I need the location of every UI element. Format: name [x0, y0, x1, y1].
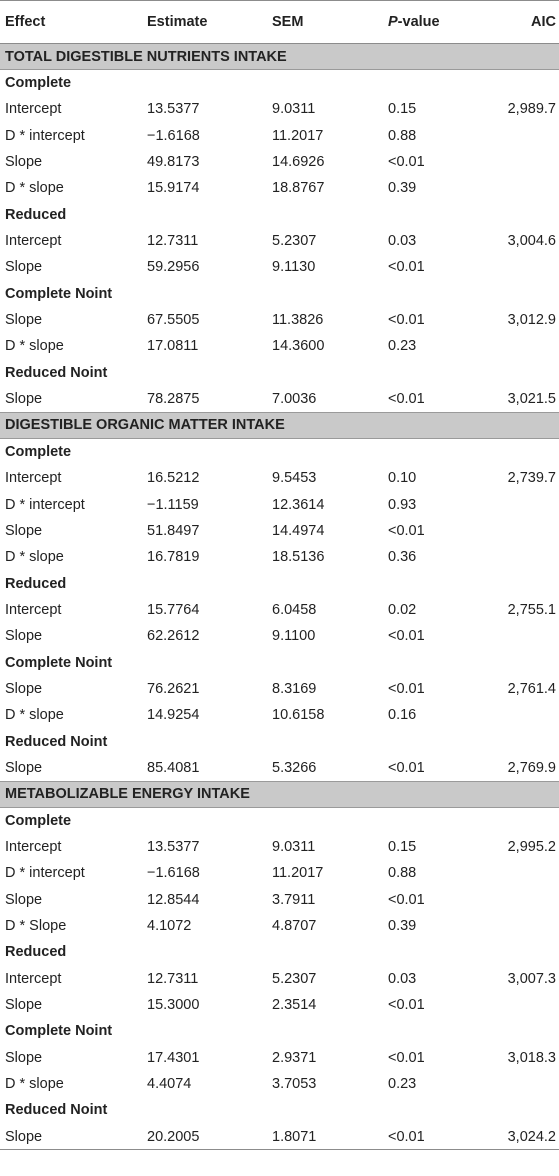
header-p-suffix: -value	[397, 14, 440, 30]
model-name: Complete Noint	[5, 285, 113, 302]
cell-aic: 3,012.9	[507, 312, 556, 329]
cell-sem: 11.2017	[272, 865, 324, 882]
table-row	[0, 1045, 559, 1071]
cell-aic	[498, 491, 559, 517]
table-row	[0, 386, 559, 412]
cell-aic	[498, 702, 559, 728]
cell-estimate: 17.4301	[147, 1049, 200, 1066]
cell-estimate: 14.9254	[147, 707, 200, 724]
cell-effect: Intercept	[5, 838, 62, 855]
cell-effect: D * intercept	[5, 496, 85, 513]
cell-p-value: <0.01	[388, 259, 425, 276]
cell-estimate: 15.7764	[147, 601, 200, 618]
cell-estimate: −1.1159	[147, 496, 199, 513]
cell-p-value: 0.88	[388, 127, 417, 144]
table-row	[0, 518, 559, 544]
table-row	[0, 913, 559, 939]
cell-estimate: 4.1072	[147, 918, 192, 935]
cell-estimate: 15.9174	[147, 180, 200, 197]
table-row	[0, 597, 559, 623]
cell-effect: D * intercept	[5, 865, 85, 882]
header-p-letter: P	[388, 14, 398, 30]
table-row	[0, 228, 559, 254]
cell-p-value: <0.01	[388, 1049, 425, 1066]
cell-estimate: −1.6168	[147, 127, 200, 144]
cell-p-value: 0.36	[388, 549, 417, 566]
cell-sem: 12.3614	[272, 496, 325, 513]
cell-effect: Slope	[5, 759, 43, 776]
header-p-value	[388, 1, 498, 44]
cell-aic	[498, 992, 559, 1018]
cell-p-value: <0.01	[388, 628, 425, 645]
cell-estimate: 4.4074	[147, 1076, 192, 1093]
cell-estimate: 20.2005	[147, 1124, 272, 1150]
cell-sem: 10.6158	[272, 707, 325, 724]
model-header-row	[0, 1018, 559, 1044]
model-header-row	[0, 728, 559, 754]
cell-p-value: <0.01	[388, 997, 425, 1014]
header-sem: SEM	[272, 1, 388, 44]
cell-p-value: <0.01	[388, 390, 425, 407]
cell-sem: 9.0311	[272, 101, 316, 118]
cell-aic: 2,739.7	[507, 470, 556, 487]
cell-effect: Intercept	[5, 470, 62, 487]
cell-aic: 2,769.9	[507, 759, 556, 776]
cell-aic	[498, 518, 559, 544]
cell-sem: 14.3600	[272, 338, 325, 355]
cell-aic	[498, 1071, 559, 1097]
cell-aic	[498, 913, 559, 939]
cell-sem: 4.8707	[272, 918, 317, 935]
cell-p-value: <0.01	[388, 522, 425, 539]
cell-aic	[498, 623, 559, 649]
table-row	[0, 307, 559, 333]
cell-sem: 6.0458	[272, 601, 317, 618]
header-estimate: Estimate	[147, 1, 272, 44]
cell-aic	[498, 254, 559, 280]
cell-p-value: 0.03	[388, 233, 417, 250]
model-name: Reduced	[5, 575, 67, 592]
cell-estimate: 76.2621	[147, 680, 200, 697]
table-row	[0, 887, 559, 913]
cell-effect: D * slope	[5, 1076, 64, 1093]
cell-sem: 5.3266	[272, 759, 317, 776]
header-aic: AIC	[498, 1, 559, 44]
cell-aic	[498, 544, 559, 570]
cell-aic: 3,004.6	[507, 233, 556, 250]
model-header-row	[0, 360, 559, 386]
cell-effect: D * slope	[5, 707, 64, 724]
table-body	[0, 44, 559, 1150]
cell-p-value: <0.01	[388, 154, 425, 171]
cell-aic: 2,761.4	[507, 680, 556, 697]
cell-sem: 5.2307	[272, 970, 317, 987]
table-row	[0, 123, 559, 149]
cell-effect: D * Slope	[5, 918, 67, 935]
cell-estimate: 13.5377	[147, 101, 200, 118]
cell-aic: 3,018.3	[507, 1049, 556, 1066]
model-name: Reduced	[5, 206, 67, 223]
model-name: Complete	[5, 444, 72, 461]
table-row	[0, 1071, 559, 1097]
cell-effect: Intercept	[5, 233, 62, 250]
cell-sem: 18.5136	[272, 549, 325, 566]
cell-estimate: 51.8497	[147, 522, 200, 539]
model-header-row	[0, 202, 559, 228]
model-header-row	[0, 1097, 559, 1123]
table-row	[0, 966, 559, 992]
cell-estimate: 16.7819	[147, 549, 200, 566]
cell-effect: Intercept	[5, 101, 62, 118]
cell-p-value: 0.15	[388, 838, 417, 855]
cell-effect: Slope	[5, 680, 43, 697]
table-row	[0, 544, 559, 570]
table-row	[0, 1124, 559, 1150]
cell-estimate: 85.4081	[147, 759, 200, 776]
cell-estimate: 12.7311	[147, 233, 199, 250]
table-row	[0, 755, 559, 781]
table-row	[0, 834, 559, 860]
model-header-row	[0, 807, 559, 833]
header-row	[0, 1, 559, 44]
cell-estimate: 59.2956	[147, 259, 200, 276]
cell-p-value: <0.01	[388, 312, 425, 329]
cell-estimate: 17.0811	[147, 338, 199, 355]
cell-effect: D * intercept	[5, 127, 85, 144]
cell-aic	[498, 860, 559, 886]
cell-sem: 5.2307	[272, 233, 317, 250]
cell-effect: Slope	[0, 1124, 147, 1150]
cell-effect: Slope	[5, 312, 43, 329]
cell-sem: 18.8767	[272, 180, 325, 197]
cell-sem: 3.7911	[272, 891, 316, 908]
cell-p-value: 0.23	[388, 1076, 417, 1093]
cell-sem: 8.3169	[272, 680, 317, 697]
model-name: Reduced Noint	[5, 733, 108, 750]
cell-sem: 3.7053	[272, 1076, 317, 1093]
model-header-row	[0, 649, 559, 675]
section-header-row	[0, 781, 559, 807]
cell-effect: D * slope	[5, 180, 64, 197]
cell-aic: 3,007.3	[507, 970, 556, 987]
cell-sem: 7.0036	[272, 390, 317, 407]
cell-aic: 3,021.5	[507, 390, 556, 407]
section-title: TOTAL DIGESTIBLE NUTRIENTS INTAKE	[0, 44, 559, 70]
table-row	[0, 491, 559, 517]
cell-aic: 2,995.2	[507, 838, 556, 855]
table-row	[0, 333, 559, 359]
cell-effect: Intercept	[5, 970, 62, 987]
table-row	[0, 860, 559, 886]
cell-p-value: 0.15	[388, 101, 417, 118]
cell-p-value: 0.02	[388, 601, 417, 618]
cell-sem: 9.5453	[272, 470, 317, 487]
cell-estimate: −1.6168	[147, 865, 200, 882]
cell-estimate: 15.3000	[147, 997, 200, 1014]
cell-effect: Slope	[5, 390, 43, 407]
cell-effect: Slope	[5, 1049, 43, 1066]
model-header-row	[0, 281, 559, 307]
cell-effect: Slope	[5, 522, 43, 539]
section-title: DIGESTIBLE ORGANIC MATTER INTAKE	[0, 412, 559, 438]
cell-aic	[498, 887, 559, 913]
cell-p-value: 0.88	[388, 865, 417, 882]
table-row	[0, 992, 559, 1018]
section-header-row	[0, 44, 559, 70]
model-name: Reduced	[5, 944, 67, 961]
cell-estimate: 49.8173	[147, 154, 200, 171]
cell-sem: 2.9371	[272, 1049, 317, 1066]
table-row	[0, 702, 559, 728]
table-row	[0, 96, 559, 122]
model-name: Reduced Noint	[5, 1102, 108, 1119]
cell-p-value: 0.23	[388, 338, 417, 355]
model-name: Complete Noint	[5, 654, 113, 671]
model-name: Complete	[5, 75, 72, 92]
cell-p-value: 0.39	[388, 918, 417, 935]
cell-sem: 1.8071	[272, 1124, 388, 1150]
cell-p-value: <0.01	[388, 1124, 498, 1150]
model-name: Reduced Noint	[5, 364, 108, 381]
cell-sem: 11.3826	[272, 312, 324, 329]
table-row	[0, 175, 559, 201]
cell-estimate: 16.5212	[147, 470, 200, 487]
cell-sem: 9.1100	[272, 628, 316, 645]
cell-effect: Intercept	[5, 601, 62, 618]
header-effect: Effect	[0, 1, 147, 44]
table-row	[0, 149, 559, 175]
cell-estimate: 78.2875	[147, 390, 200, 407]
model-name: Complete Noint	[5, 1023, 113, 1040]
cell-effect: Slope	[5, 259, 43, 276]
cell-p-value: 0.39	[388, 180, 417, 197]
cell-effect: Slope	[5, 154, 43, 171]
model-name: Complete	[5, 812, 72, 829]
cell-aic	[498, 149, 559, 175]
cell-effect: D * slope	[5, 338, 64, 355]
cell-aic	[498, 123, 559, 149]
cell-effect: Slope	[5, 628, 43, 645]
cell-sem: 11.2017	[272, 127, 324, 144]
section-header-row	[0, 412, 559, 438]
cell-aic: 2,989.7	[507, 101, 556, 118]
cell-estimate: 12.7311	[147, 970, 199, 987]
cell-p-value: <0.01	[388, 759, 425, 776]
model-header-row	[0, 570, 559, 596]
cell-estimate: 67.5505	[147, 312, 200, 329]
cell-effect: D * slope	[5, 549, 64, 566]
cell-sem: 14.4974	[272, 522, 325, 539]
model-header-row	[0, 70, 559, 96]
cell-sem: 2.3514	[272, 997, 317, 1014]
cell-sem: 9.0311	[272, 838, 316, 855]
section-title: METABOLIZABLE ENERGY INTAKE	[0, 781, 559, 807]
table-row	[0, 676, 559, 702]
cell-p-value: <0.01	[388, 891, 425, 908]
cell-sem: 14.6926	[272, 154, 325, 171]
cell-p-value: 0.03	[388, 970, 417, 987]
cell-aic: 2,755.1	[507, 601, 556, 618]
cell-effect: Slope	[5, 891, 43, 908]
cell-estimate: 62.2612	[147, 628, 200, 645]
table-row	[0, 254, 559, 280]
cell-p-value: 0.93	[388, 496, 417, 513]
cell-p-value: <0.01	[388, 680, 425, 697]
cell-aic	[498, 175, 559, 201]
cell-aic: 3,024.2	[498, 1124, 559, 1150]
table-row	[0, 623, 559, 649]
table-row	[0, 465, 559, 491]
cell-p-value: 0.10	[388, 470, 417, 487]
cell-effect: Slope	[5, 997, 43, 1014]
cell-estimate: 12.8544	[147, 891, 200, 908]
model-header-row	[0, 439, 559, 465]
cell-sem: 9.1130	[272, 259, 316, 276]
cell-p-value: 0.16	[388, 707, 417, 724]
cell-aic	[498, 333, 559, 359]
model-header-row	[0, 939, 559, 965]
cell-estimate: 13.5377	[147, 838, 200, 855]
